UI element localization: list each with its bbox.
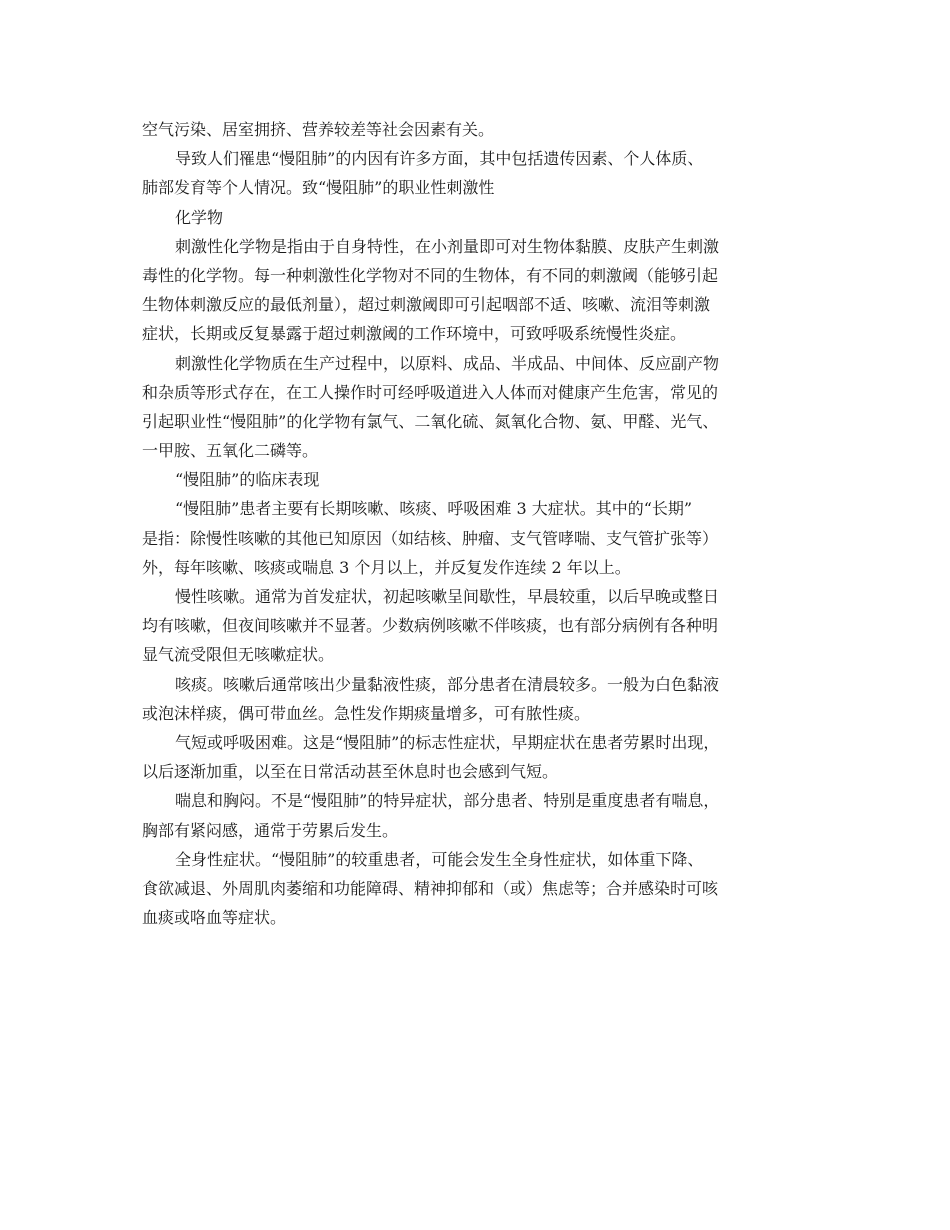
- text-line: 是指：除慢性咳嗽的其他已知原因（如结核、肿瘤、支气管哮喘、支气管扩张等）: [142, 528, 719, 548]
- text-line: 喘息和胸闷。不是“慢阻肺”的特异症状，部分患者、特别是重度患者有喘息，: [175, 791, 720, 811]
- document-body: [142, 115, 832, 932]
- text-line: 肺部发育等个人情况。致“慢阻肺”的职业性刺激性: [142, 178, 495, 198]
- text-line: 生物体刺激反应的最低剂量），超过刺激阈即可引起咽部不适、咳嗽、流泪等刺激: [142, 295, 711, 315]
- text-line: 咳痰。咳嗽后通常咳出少量黏液性痰，部分患者在清晨较多。一般为白色黏液: [175, 674, 720, 694]
- text-line: 全身性症状。“慢阻肺”的较重患者，可能会发生全身性症状，如体重下降、: [175, 849, 704, 869]
- text-line: 症状，长期或反复暴露于超过刺激阈的工作环境中，可致呼吸系统慢性炎症。: [142, 324, 687, 344]
- text-line: 一甲胺、五氧化二磷等。: [142, 441, 319, 461]
- text-line: 显气流受限但无咳嗽症状。: [142, 645, 335, 665]
- text-line: 毒性的化学物。每一种刺激性化学物对不同的生物体，有不同的刺激阈（能够引起: [142, 265, 719, 285]
- text-line: 化学物: [175, 207, 224, 227]
- text-line: “慢阻肺”的临床表现: [175, 470, 320, 490]
- text-line: 食欲减退、外周肌肉萎缩和功能障碍、精神抑郁和（或）焦虑等；合并感染时可咳: [142, 878, 719, 898]
- text-line: 慢性咳嗽。通常为首发症状，初起咳嗽呈间歇性，早晨较重，以后早晚或整日: [175, 587, 720, 606]
- text-line: 均有咳嗽，但夜间咳嗽并不显著。少数病例咳嗽不伴咳痰，也有部分病例有各种明: [142, 616, 719, 636]
- text-line: 以后逐渐加重，以至在日常活动甚至休息时也会感到气短。: [142, 762, 559, 782]
- text-line: 或泡沫样痰，偶可带血丝。急性发作期痰量增多，可有脓性痰。: [142, 703, 591, 723]
- text-line: 导致人们罹患“慢阻肺”的内因有许多方面，其中包括遗传因素、个人体质、: [175, 149, 704, 169]
- text-line: 和杂质等形式存在，在工人操作时可经呼吸道进入人体而对健康产生危害，常见的: [142, 382, 719, 402]
- text-line: 血痰或咯血等症状。: [142, 908, 287, 928]
- text-line: 胸部有紧闷感，通常于劳累后发生。: [142, 820, 399, 840]
- text-line: “慢阻肺”患者主要有长期咳嗽、咳痰、呼吸困难 3 大症状。其中的“长期”: [175, 499, 693, 519]
- text-line: 空气污染、居室拥挤、营养较差等社会因素有关。: [142, 120, 495, 139]
- text-line: 引起职业性“慢阻肺”的化学物有氯气、二氧化硫、氮氧化合物、氨、甲醛、光气、: [142, 411, 719, 431]
- text-line: 刺激性化学物质在生产过程中，以原料、成品、半成品、中间体、反应副产物: [175, 353, 720, 373]
- text-line: 刺激性化学物是指由于自身特性，在小剂量即可对生物体黏膜、皮肤产生刺激: [175, 236, 720, 256]
- text-line: 气短或呼吸困难。这是“慢阻肺”的标志性症状，早期症状在患者劳累时出现，: [175, 732, 720, 752]
- text-line: 外，每年咳嗽、咳痰或喘息 3 个月以上，并反复发作连续 2 年以上。: [142, 557, 631, 577]
